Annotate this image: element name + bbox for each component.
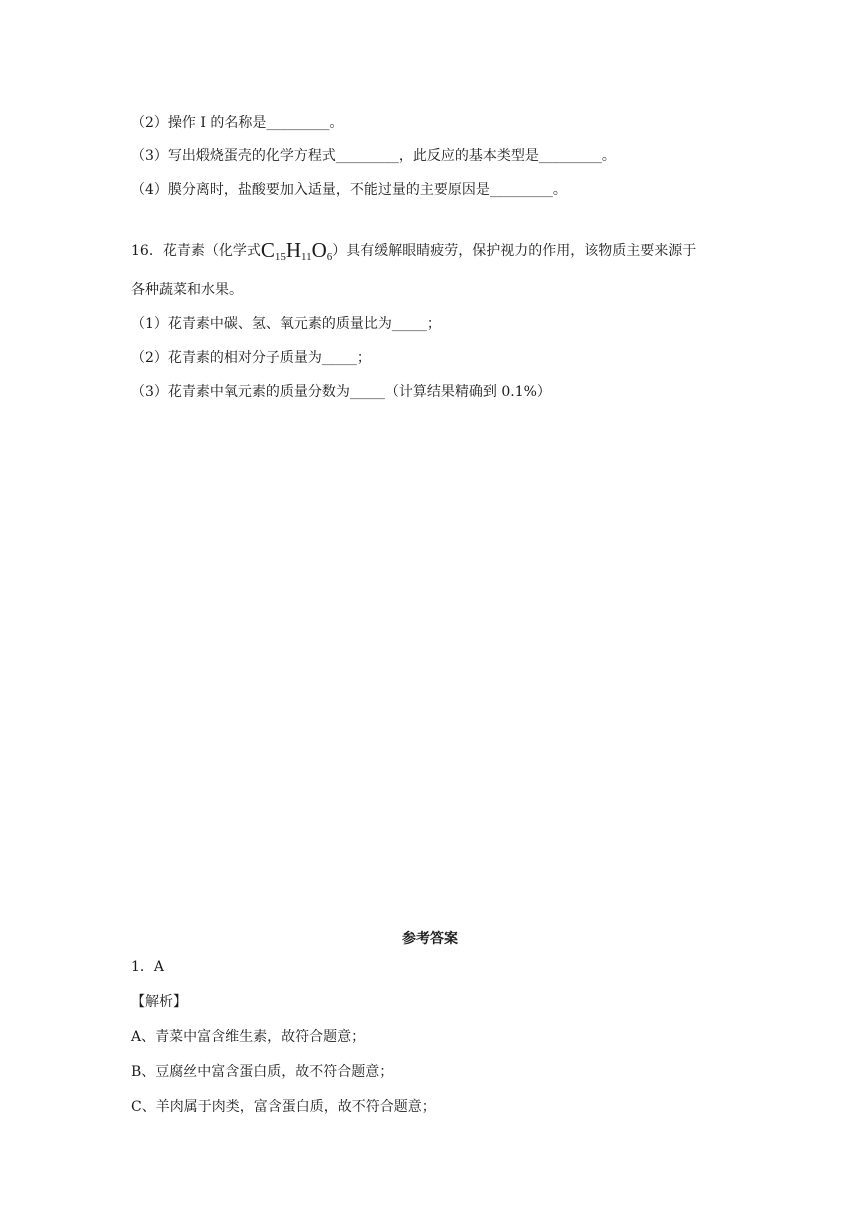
formula-n-o: 6	[326, 251, 333, 263]
q16-item-2: （2）花青素的相对分子质量为_____；	[131, 350, 371, 366]
answer-1: 1．A	[131, 959, 165, 975]
q16-item-3: （3）花青素中氧元素的质量分数为_____（计算结果精确到 0.1%）	[131, 384, 551, 400]
analysis-option-b: B、豆腐丝中富含蛋白质，故不符合题意；	[131, 1064, 394, 1080]
q15-item-2: （2）操作 I 的名称是_________。	[131, 115, 344, 131]
q16-stem-suffix: ）具有缓解眼睛疲劳，保护视力的作用，该物质主要来源于	[332, 243, 697, 259]
q16-stem-line2: 各种蔬菜和水果。	[131, 282, 243, 298]
q16-item-1: （1）花青素中碳、氢、氧元素的质量比为_____；	[131, 316, 441, 332]
answers-title: 参考答案	[402, 931, 458, 947]
analysis-option-a: A、青菜中富含维生素，故符合题意；	[131, 1029, 366, 1045]
formula-el-c: C	[260, 238, 275, 262]
formula-el-h: H	[285, 238, 302, 262]
analysis-label: 【解析】	[131, 994, 187, 1010]
formula-n-c: 15	[274, 251, 286, 263]
formula-n-h: 11	[301, 251, 312, 263]
analysis-option-c: C、羊肉属于肉类，富含蛋白质，故不符合题意；	[131, 1099, 436, 1115]
q16-stem-line1	[131, 240, 696, 267]
q15-item-4: （4）膜分离时，盐酸要加入适量，不能过量的主要原因是_________。	[131, 182, 567, 198]
formula-el-o: O	[311, 238, 327, 262]
chem-formula	[261, 238, 332, 262]
q15-item-3: （3）写出煅烧蛋壳的化学方程式_________，此反应的基本类型是_________。	[131, 148, 616, 164]
q16-stem-prefix: 16．花青素（化学式	[131, 243, 261, 259]
